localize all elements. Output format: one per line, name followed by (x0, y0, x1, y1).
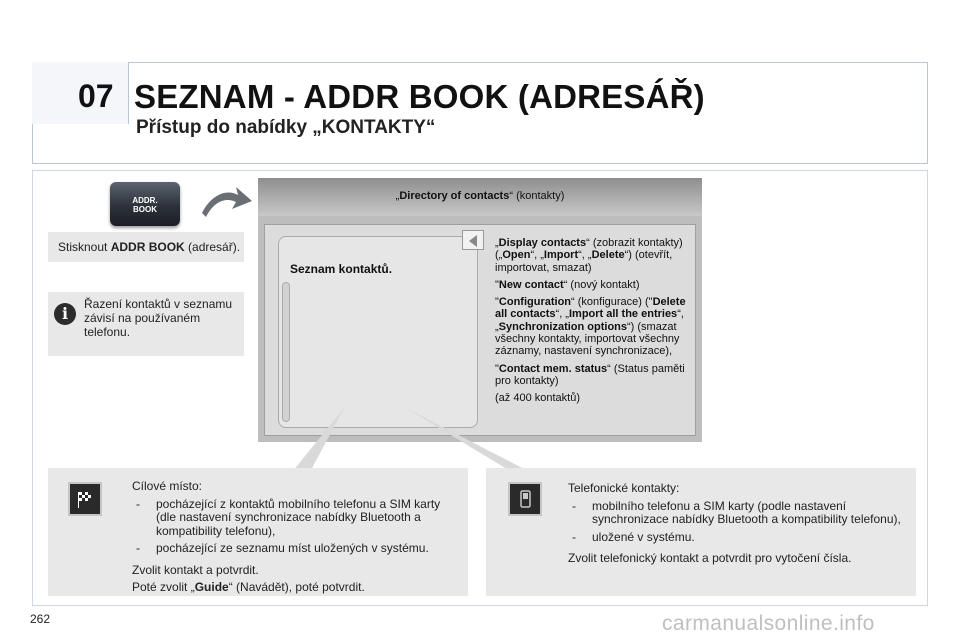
screen-header-title: „Directory of contacts“ (kontakty) (395, 190, 565, 202)
addr-button-line2: BOOK (133, 205, 157, 214)
destination-item: - pocházející z kontaktů mobilního telefonu a SIM karty (dle nastavení synchronizace nabídky Bluetooth a kompatibility telefonu), (132, 498, 462, 539)
press-instruction: Stisknout ADDR BOOK (adresář). (48, 232, 244, 262)
addr-button-line1: ADDR. (132, 196, 158, 205)
info-text: Řazení kontaktů v seznamu závisí na používaném telefonu. (84, 297, 233, 339)
addr-book-button[interactable] (110, 182, 180, 226)
page-subtitle: Přístup do nabídky „KONTAKTY“ (136, 117, 436, 138)
phone-heading: Telefonické kontakty: (568, 481, 680, 495)
page-title: SEZNAM - ADDR BOOK (ADRESÁŘ) (134, 78, 705, 115)
phone-contacts-text (568, 482, 908, 566)
destination-line2: Poté zvolit „Guide“ (Navádět), poté potvrdit. (132, 580, 365, 594)
destination-line1: Zvolit kontakt a potvrdit. (132, 562, 259, 577)
page-number: 262 (30, 612, 51, 626)
destination-text (132, 480, 462, 595)
phone-line1: Zvolit telefonický kontakt a potvrdit pro vytočení čísla. (568, 551, 852, 565)
phone-item: - uložené v systému. (568, 531, 908, 545)
phone-icon (508, 482, 542, 516)
chapter-number: 07 (78, 78, 114, 114)
destination-item: - pocházející ze seznamu míst uložených v systému. (132, 542, 462, 556)
watermark: carmanualsonline.info (662, 612, 875, 635)
contact-list-title: Seznam kontaktů. (290, 262, 393, 276)
menu-new-contact: "New contact“ (nový kontakt) (495, 278, 640, 291)
menu-display-contacts: „Display contacts“ (zobrazit kontakty) („Open“, „Import“, „Delete“) (otevřít, importovat, smazat) (495, 237, 683, 274)
arrow-icon (198, 183, 254, 223)
info-icon: i (54, 303, 76, 325)
destination-heading: Cílové místo: (132, 479, 203, 493)
phone-item: - mobilního telefonu a SIM karty (podle nastavení synchronizace nabídky Bluetooth a kompatibility telefonu), (568, 500, 908, 527)
menu-capacity: (až 400 kontaktů) (495, 392, 580, 405)
menu-description (495, 237, 700, 410)
menu-configuration: "Configuration“ (konfigurace) ("Delete all contacts“, „Import all the entries“, „Synchronization options“) (smazat všechny kontakty, importovat všechny záznamy, nastavení synchronizace), (495, 296, 686, 358)
back-arrow-icon[interactable] (462, 230, 484, 250)
flag-icon (68, 482, 102, 516)
menu-contact-mem-status: "Contact mem. status“ (Status paměti pro kontakty) (495, 362, 685, 387)
press-key-label: ADDR BOOK (110, 240, 185, 254)
scrollbar[interactable] (282, 282, 290, 422)
